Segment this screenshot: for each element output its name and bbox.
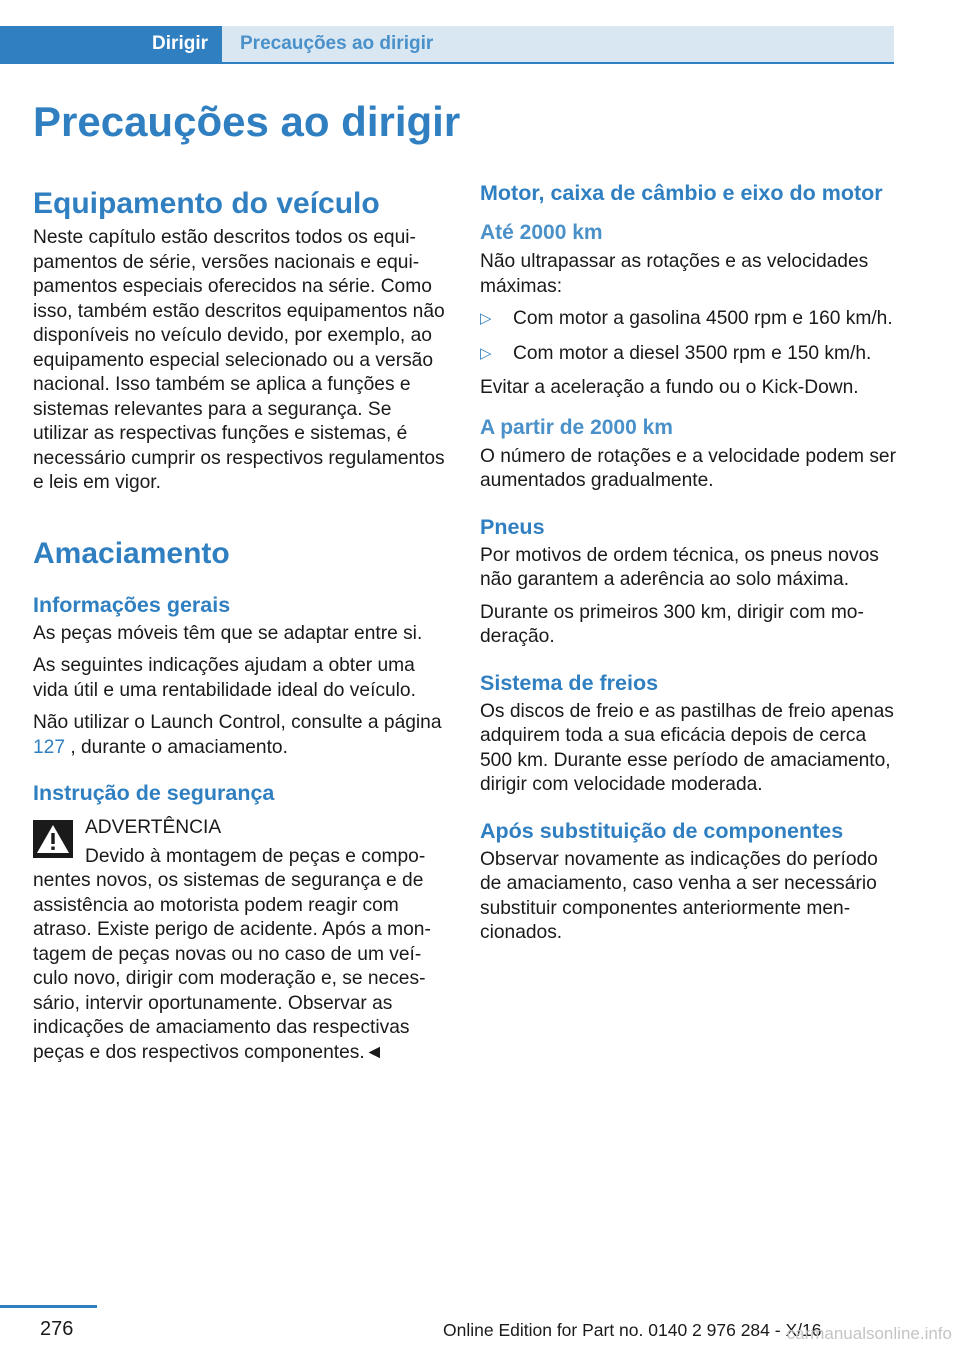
general-info-p3-pre: Não utilizar o Launch Control, consulte a página — [33, 712, 442, 733]
left-column — [33, 180, 449, 1065]
general-info-heading: Informações gerais — [33, 592, 231, 617]
until-2000-text: Não ultrapassar as rotações e as velocidades máximas: — [480, 251, 869, 297]
tab-precaucoes[interactable]: Precauções ao dirigir — [222, 26, 894, 62]
after-replacement-heading: Após substituição de componentes — [480, 818, 844, 843]
tires-heading: Pneus — [480, 514, 545, 539]
equipment-heading: Equipamento do veículo — [33, 187, 380, 220]
after-replacement-text: Observar novamente as indicações do período de amaciamento, caso venha a ser necessário substituir componentes anteriormente mencionados. — [480, 848, 878, 943]
tires-p1: Por motivos de ordem técnica, os pneus novos não garantem a aderência ao solo máxima. — [480, 544, 879, 590]
warning-title: ADVERTÊNCIA — [85, 817, 222, 838]
break-in-heading: Amaciamento — [33, 536, 230, 570]
page-title: Precauções ao dirigir — [33, 98, 461, 145]
speed-limits-list — [480, 307, 896, 366]
warning-block — [33, 816, 449, 1065]
general-info-p3-post: , durante o amaciamento. — [65, 736, 288, 758]
watermark: carmanualsonline.info — [786, 1324, 952, 1343]
tab-dirigir[interactable]: Dirigir — [0, 26, 222, 62]
list-item-text: Com motor a diesel 3500 rpm e 150 km/h. — [513, 342, 872, 364]
warning-text: Devido à montagem de peças e componentes novos, os sistemas de segurança e de assistência ao motorista podem reagir com atraso. Existe perigo de acidente. Após a montagem de peças novas ou no caso de um veículo novo, dirigir com moderação e, se necessário, intervir oportunamente. Observar as indicações de amaciamento das respectivas peças e dos respectivos componentes.◄ — [33, 845, 431, 1063]
page-link-127[interactable]: 127 — [33, 736, 66, 758]
triangle-right-icon: ▷ — [480, 344, 492, 362]
general-info-p2: As seguintes indicações ajudam a obter uma vida útil e uma rentabilidade ideal do veículo. — [33, 655, 416, 701]
from-2000-text: O número de rotações e a velocidade podem ser aumentados gradualmente. — [480, 445, 896, 491]
brakes-heading: Sistema de freios — [480, 670, 659, 695]
edition-text: Online Edition for Part no. 0140 2 976 284 - X/16 — [443, 1320, 822, 1340]
general-info-p1: As peças móveis têm que se adaptar entre si. — [33, 622, 423, 644]
equipment-text: Neste capítulo estão descritos todos os equipamentos de série, versões nacionais e equipamentos especiais oferecidos na série. Como isso, também estão descritos equipamentos não disponíveis no veículo devido, por exemplo, ao equipamento especial selecionado ou a versão nacional. Isso também se aplica a funções e sistemas relevantes para a segurança. Se utilizar as respectivas funções e sistemas, é necessário cumprir os respectivos regulamentos e leis em vigor. — [33, 227, 445, 493]
page-number: 276 — [40, 1318, 74, 1340]
list-item-text: Com motor a gasolina 4500 rpm e 160 km/h. — [513, 308, 893, 329]
warning-triangle-icon — [33, 820, 73, 858]
triangle-right-icon: ▷ — [480, 310, 492, 327]
from-2000-heading: A partir de 2000 km — [480, 415, 673, 439]
footer-rule — [0, 1305, 97, 1308]
avoid-kickdown-text: Evitar a aceleração a fundo ou o Kick-Down. — [480, 377, 859, 398]
list-item — [480, 307, 896, 332]
until-2000-heading: Até 2000 km — [480, 221, 603, 244]
motor-heading: Motor, caixa de câmbio e eixo do motor — [480, 181, 883, 205]
brakes-text: Os discos de freio e as pastilhas de freio apenas adquirem toda a sua eficácia depois de cerca 500 km. Durante esse período de amaciamento, dirigir com velocidade moderada. — [480, 700, 894, 795]
list-item — [480, 342, 896, 367]
header-tab-bar — [0, 26, 894, 64]
tires-p2: Durante os primeiros 300 km, dirigir com moderação. — [480, 601, 864, 647]
right-column — [480, 180, 896, 946]
general-info-p3 — [33, 711, 449, 760]
safety-heading: Instrução de segurança — [33, 781, 275, 805]
